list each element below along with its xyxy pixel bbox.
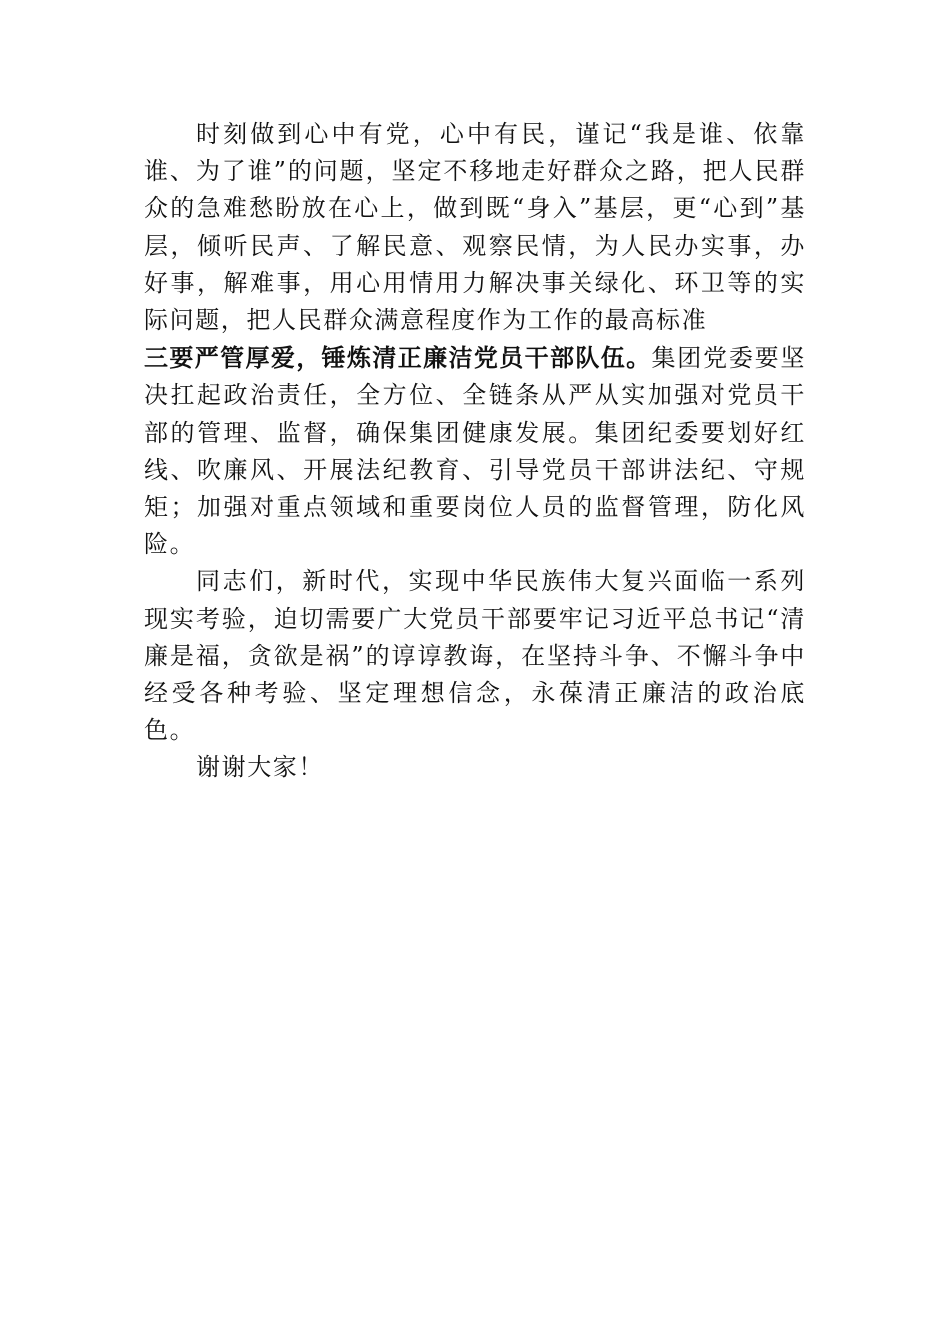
paragraph-text: 集团党委要坚决扛起政治责任，全方位、全链条从严从实加强对党员干部的管理、监督，确保集团健康发展。集团纪委要划好红线、吹廉风、开展法纪教育、引导党员干部讲法纪、守规矩；加强对重点领域和重要岗位人员的监督管理，防化风险。: [144, 344, 806, 559]
paragraph-mass-line: [144, 116, 806, 339]
paragraph-comrades: [144, 563, 806, 749]
paragraph-strict-management: [144, 339, 806, 563]
paragraph-text: 同志们，新时代，实现中华民族伟大复兴面临一系列现实考验，迫切需要广大党员干部要牢记习近平总书记“清廉是福，贪欲是祸”的谆谆教诲，在坚持斗争、不懈斗争中经受各种考验、坚定理想信念，永葆清正廉洁的政治底色。: [144, 567, 806, 745]
paragraph-text: 时刻做到心中有党，心中有民，谨记“我是谁、依靠谁、为了谁”的问题，坚定不移地走好群众之路，把人民群众的急难愁盼放在心上，做到既“身入”基层，更“心到”基层，倾听民声、了解民意、观察民情，为人民办实事，办好事，解难事，用心用情用力解决事关绿化、环卫等的实际问题，把人民群众满意程度作为工作的最高标准: [144, 120, 806, 335]
paragraph-heading-bold: 三要严管厚爱，锤炼清正廉洁党员干部队伍。: [144, 343, 652, 373]
document-body: [144, 116, 806, 787]
paragraph-closing-thanks: [144, 749, 806, 786]
paragraph-text: 谢谢大家！: [196, 753, 324, 782]
